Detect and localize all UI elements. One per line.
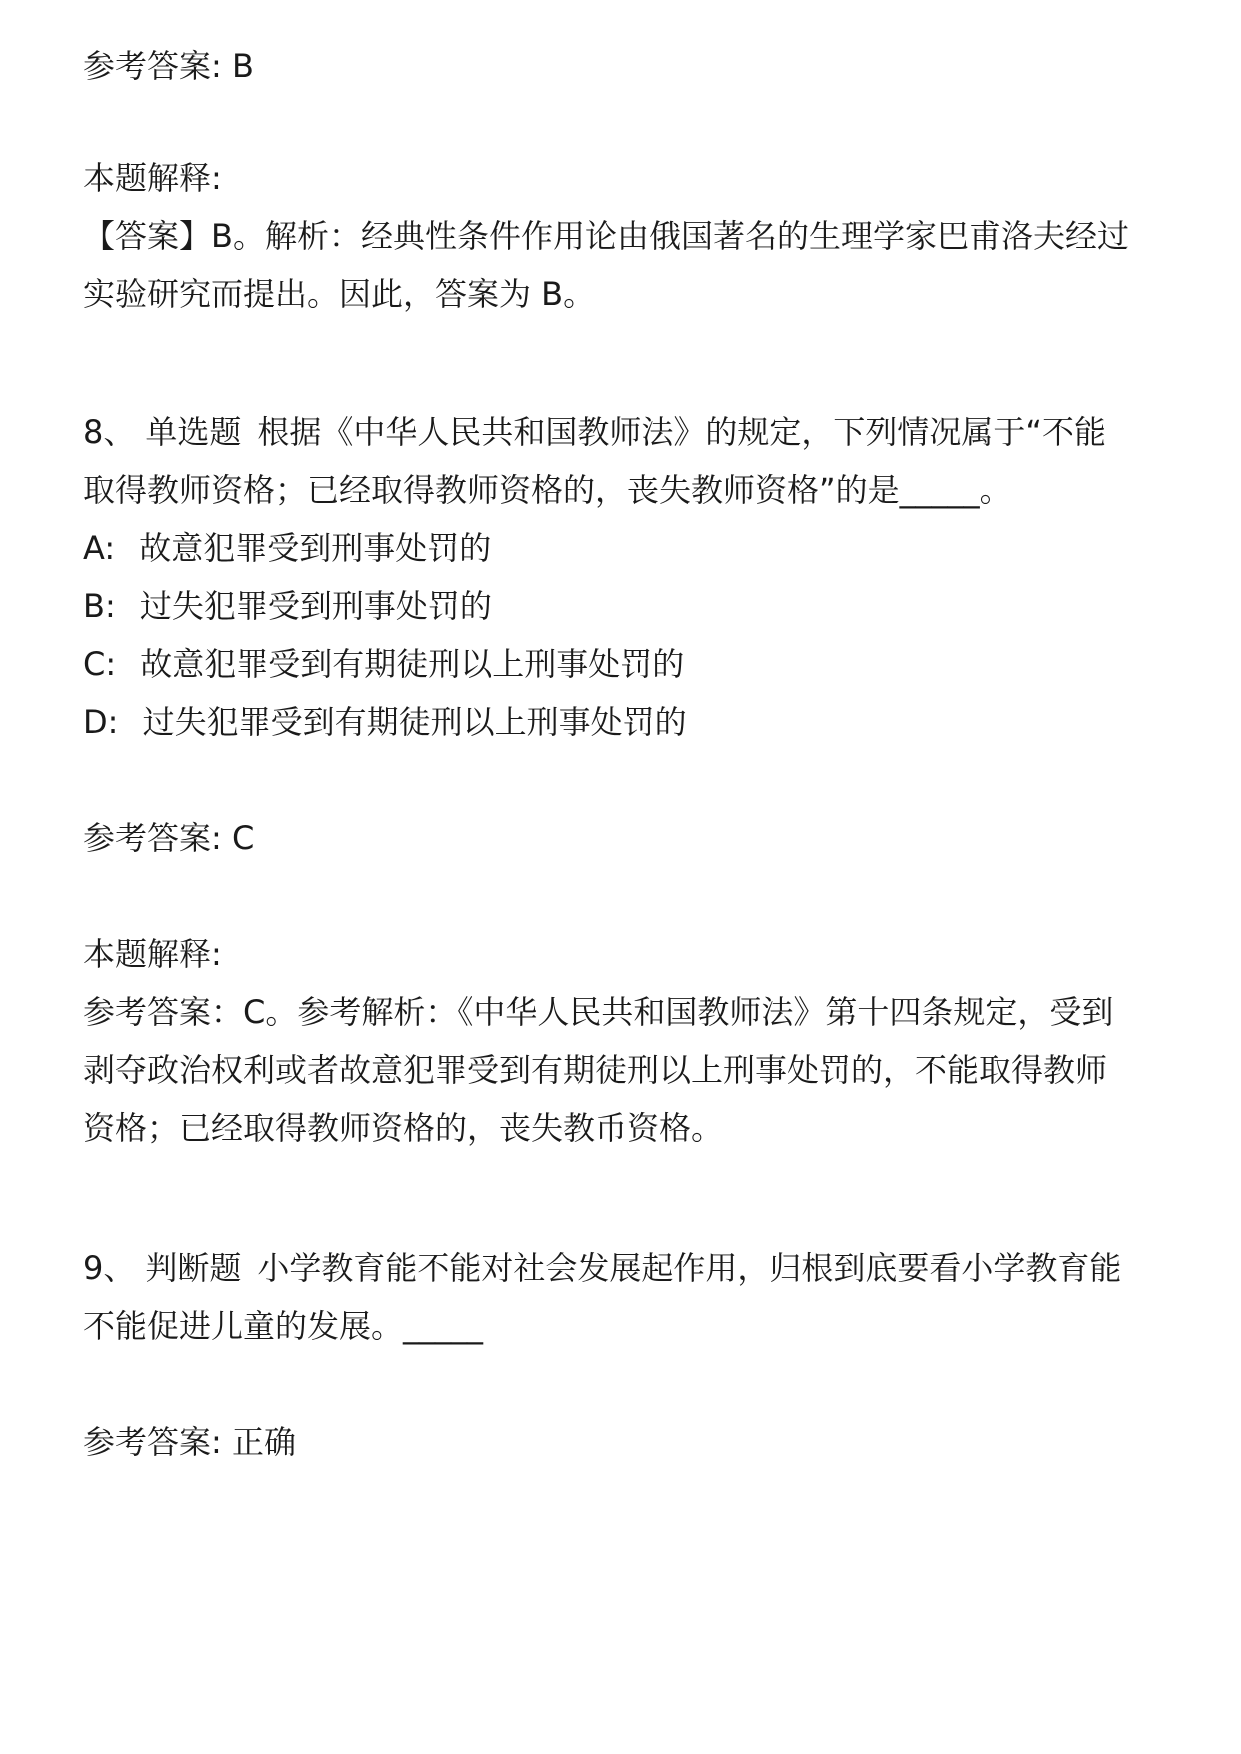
- q7-answer: [83, 46, 254, 86]
- answer-value: C: [231, 819, 255, 857]
- q7-explain-label: 本题解释:: [83, 159, 222, 197]
- q8-stem-line: [83, 412, 1106, 452]
- q8-explain-line: 剥夺政治权利或者故意犯罪受到有期徒刑以上刑事处罚的，不能取得教师: [83, 1051, 1108, 1089]
- question-number: 9、: [83, 1249, 136, 1287]
- option-text: 故意犯罪受到有期徒刑以上刑事处罚的: [140, 645, 685, 683]
- q9-stem-line: [83, 1248, 1121, 1288]
- question-stem-text: 根据《中华人民共和国教师法》的规定，下列情况属于“不能: [257, 413, 1106, 451]
- option-letter: A:: [83, 529, 126, 567]
- q8-stem-line: 取得教师资格；已经取得教师资格的，丧失教师资格”的是_____。: [83, 471, 1012, 509]
- option-letter: B:: [83, 587, 126, 625]
- question-type: 单选题: [145, 413, 242, 451]
- q8-option-c: [83, 644, 684, 684]
- q8-answer: [83, 818, 254, 858]
- q8-option-a: [83, 528, 491, 568]
- question-type: 判断题: [145, 1249, 242, 1287]
- answer-label: 参考答案:: [83, 819, 232, 857]
- q7-explain-line: 【答案】B。解析：经典性条件作用论由俄国著名的生理学家巴甫洛夫经过: [83, 217, 1129, 255]
- q8-explain-line: 资格；已经取得教师资格的，丧失教币资格。: [83, 1109, 724, 1147]
- answer-value: B: [231, 47, 254, 85]
- answer-label: 参考答案:: [83, 47, 232, 85]
- option-text: 过失犯罪受到刑事处罚的: [139, 587, 492, 625]
- document-page: [83, 0, 1163, 1754]
- q8-option-d: [83, 702, 687, 742]
- answer-value: 正确: [231, 1423, 296, 1461]
- q7-explain-line: 实验研究而提出。因此，答案为 B。: [83, 275, 596, 313]
- option-text: 过失犯罪受到有期徒刑以上刑事处罚的: [142, 703, 687, 741]
- q8-explain-label: 本题解释:: [83, 935, 222, 973]
- option-text: 故意犯罪受到刑事处罚的: [139, 529, 492, 567]
- question-number: 8、: [83, 413, 136, 451]
- answer-label: 参考答案:: [83, 1423, 232, 1461]
- q8-explain-line: 参考答案：C。参考解析：《中华人民共和国教师法》第十四条规定，受到: [83, 993, 1114, 1031]
- q9-stem-line: 不能促进儿童的发展。_____: [83, 1307, 484, 1345]
- option-letter: D:: [83, 703, 129, 741]
- q9-answer: [83, 1422, 296, 1462]
- option-letter: C:: [83, 645, 127, 683]
- q8-option-b: [83, 586, 492, 626]
- question-stem-text: 小学教育能不能对社会发展起作用，归根到底要看小学教育能: [257, 1249, 1122, 1287]
